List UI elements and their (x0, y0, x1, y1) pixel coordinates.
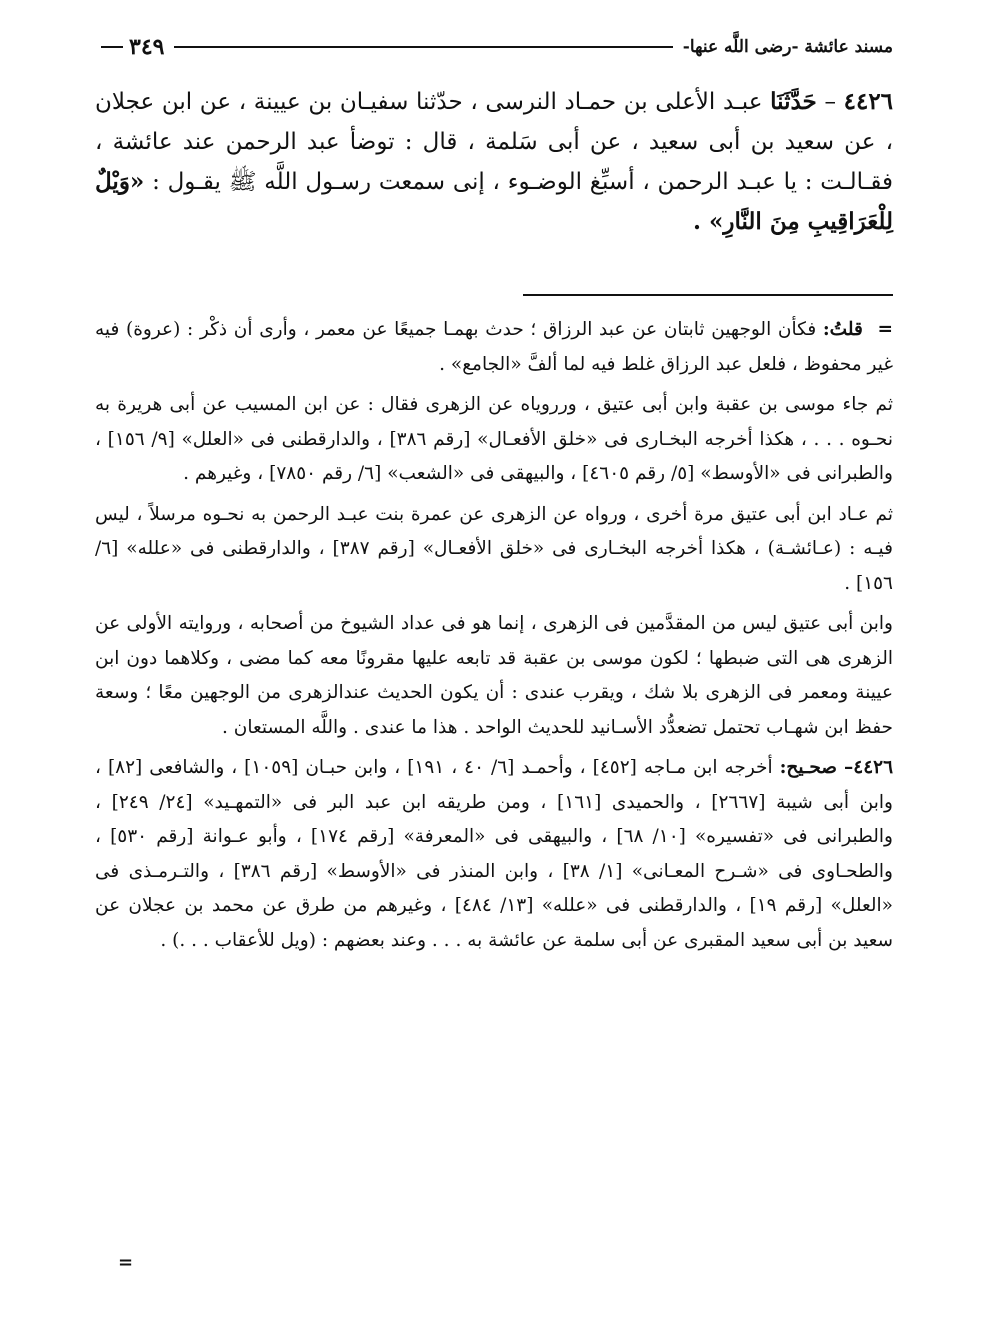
continued-mark: = (877, 319, 893, 340)
footnote-text-5: أخرجه ابن مـاجه [٤٥٢] ، وأحمـد [٦/ ٤٠ ، ١٩١] ، وابن حبـان [١٠٥٩] ، والشافعى [٨٢] ، وابن أبى شيبة [٢٦٦٧] ، والحميدى [١٦١] ، ومن طريقه ابن عبد البر فى «التمهـيد» [٢٤/ ٢٤٩] ، والطبرانى فى «تفسيره» [١٠/ ٦٨] ، والبيهقى فى «المعرفة» [رقم ١٧٤] ، وأبو عـوانة [رقم ٥٣٠] ، والطحـاوى فى «شـرح المعـانى» [١/ ٣٨] ، وابن المنذر فى «الأوسط» [رقم ٣٨٦] ، والتـرمـذى فى «العلل» [رقم ١٩] ، والدارقطنى فى «علله» [١٣/ ٤٨٤] ، وغيرهم من طرق عن محمد بن عجلان عن سعيد بن أبى سعيد المقبرى عن أبى سلمة عن عائشة به . . . وعند بعضهم : (ويل للأعقاب . . .) . (95, 757, 893, 951)
continuation-mark: = (118, 1252, 134, 1273)
hadith-text (95, 82, 893, 242)
hadith-number: ٤٤٢٦ (843, 88, 894, 115)
footnotes (95, 313, 893, 964)
page-number-group (95, 34, 164, 60)
footnote-paragraph-4: وابن أبى عتيق ليس من المقدَّمين فى الزهرى ، إنما هو فى عداد الشيوخ من أصحابه ، وروايته الأولى عن الزهرى هى التى ضبطها ؛ لكون موسى بن عقبة قد تابعه عليها مقرونًا معه كما مضى ، وكلاهما دون ابن عيينة ومعمر فى الزهرى بلا شك ، ويقرب عندى : أن يكون الحديث عندالزهرى من الوجهين معًا ؛ وسعة حفظ ابن شهـاب تحتمل تضعدُّد الأسـانيد للحديث الواحد . هذا ما عندى . واللَّه المستعان . (95, 613, 893, 738)
hadith-haddathana: حَدَّثَنَا (770, 88, 817, 115)
page-header (95, 30, 893, 64)
footnote-text-1: فكأن الوجهين ثابتان عن عبد الرزاق ؛ حدث بهمـا جميعًا عن معمر ، وأرى أن ذكْر : (عروة) فيه غير محفوظ ، فلعل عبد الرزاق غلط فيه لما ألفَّ «الجامع» . (95, 319, 893, 375)
hadith-dash: – (824, 89, 836, 115)
footnote-paragraph-3: ثم عـاد ابن أبى عتيق مرة أخرى ، ورواه عن الزهرى عن عمرة بنت عبـد الرحمن به نحـوه مرسلاً ، ليس فيـه : (عـائشـة) ، هكذا أخرجه البخـارى فى «خلق الأفعـال» [رقم ٣٨٧] ، والدارقطنى فى «علله» [٦/ ١٥٦] . (95, 503, 893, 594)
grading-label: صحـيح: (779, 757, 838, 778)
footnote-paragraph-5 (95, 751, 893, 958)
header-rule (174, 46, 672, 48)
footnote-paragraph-1 (95, 313, 893, 382)
footnote-separator (523, 294, 893, 296)
footnote-paragraph-2: ثم جاء موسى بن عقبة وابن أبى عتيق ، ورروياه عن الزهرى فقال : عن ابن المسيب عن أبى هريرة به نحـوه . . . ، هكذا أخرجه البخـارى فى «خلق الأفعـال» [رقم ٣٨٦] ، والدارقطنى فى «العلل» [٩/ ١٥٦] ، والطبرانى فى «الأوسط» [٥/ رقم ٤٦٠٥] ، والبيهقى فى «الشعب» [٦/ رقم ٧٨٥٠] ، وغيرهم . (95, 394, 894, 484)
hadith-body: عبـد الأعلى بن حمـاد النرسى ، حدّثنا سفيـان بن عيينة ، عن ابن عجلان ، عن سعيد بن أبى سعيد ، عن أبى سَلمة ، قال : توضأ عبد الرحمن عند عائشة ، فقـالـت : يا عبـد الرحمن ، أسبِّغ الوضـوء ، إنى سمعت رسـول اللَّه ﷺ يقـول : (95, 89, 894, 195)
page-number-dash (101, 46, 123, 48)
page-number: ٣٤٩ (129, 34, 165, 60)
running-title: مسند عائشة -رضى اللَّه عنها- (682, 37, 893, 57)
footnote-number: ٤٤٢٦– (844, 757, 894, 778)
hadith-quote: «وَيْلٌ لِلْعَرَاقِيبِ مِنَ النَّارِ» . (95, 168, 893, 235)
footnote-lead: قلتُ: (822, 319, 863, 340)
